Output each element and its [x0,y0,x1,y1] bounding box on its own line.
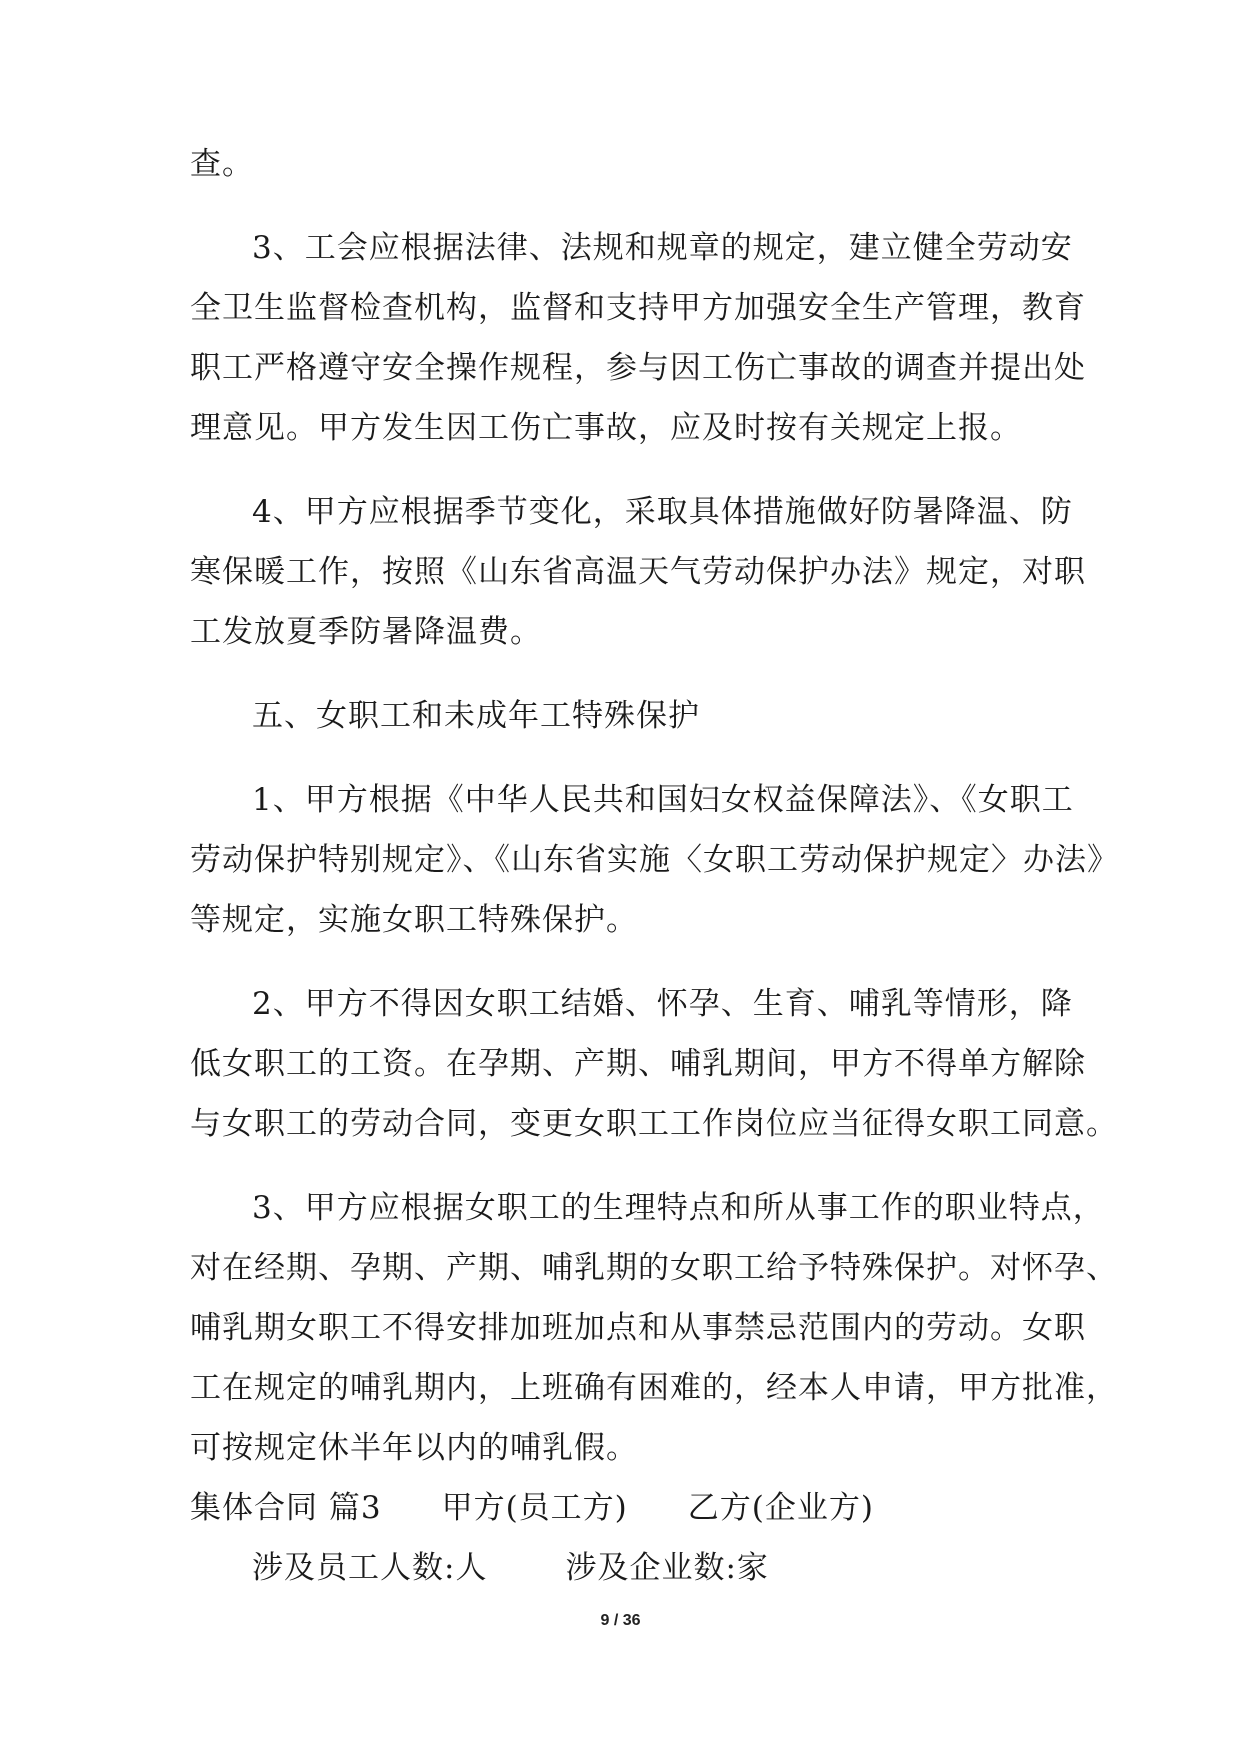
text-line: 低女职工的工资。在孕期、产期、哺乳期间，甲方不得单方解除 [190,1046,1086,1082]
text-line: 对在经期、孕期、产期、哺乳期的女职工给予特殊保护。对怀孕、 [190,1250,1118,1286]
text-line: 4、甲方应根据季节变化，采取具体措施做好防暑降温、防 [252,494,1073,530]
text-line: 与女职工的劳动合同，变更女职工工作岗位应当征得女职工同意。 [190,1106,1118,1142]
text-line: 劳动保护特别规定》、《山东省实施〈女职工劳动保护规定〉办法》 [190,842,1119,878]
text-line: 理意见。甲方发生因工伤亡事故，应及时按有关规定上报。 [190,410,1022,446]
text-line: 3、工会应根据法律、法规和规章的规定，建立健全劳动安 [252,230,1073,266]
text-line: 2、甲方不得因女职工结婚、怀孕、生育、哺乳等情形，降 [252,986,1073,1022]
paragraph-lines [190,134,1119,1478]
contract-scope [190,1538,1060,1598]
text-line: 1、甲方根据《中华人民共和国妇女权益保障法》、《女职工 [252,782,1074,818]
text-line: 五、女职工和未成年工特殊保护 [252,698,700,734]
text-line: 等规定，实施女职工特殊保护。 [190,902,638,938]
document-body [190,134,1119,1598]
text-line: 可按规定休半年以内的哺乳假。 [190,1430,638,1466]
text-line: 寒保暖工作，按照《山东省高温天气劳动保护办法》规定，对职 [190,554,1086,590]
text-line: 工在规定的哺乳期内，上班确有困难的，经本人申请，甲方批准， [190,1370,1118,1406]
text-line: 职工严格遵守安全操作规程，参与因工伤亡事故的调查并提出处 [190,350,1086,386]
text-line: 3、甲方应根据女职工的生理特点和所从事工作的职业特点， [252,1190,1105,1226]
employee-count-label: 涉及员工人数:人 [252,1550,488,1586]
party-b-label: 乙方(企业方) [687,1490,874,1526]
text-line: 工发放夏季防暑降温费。 [190,614,542,650]
contract-heading [190,1478,1060,1538]
enterprise-count-label: 涉及企业数:家 [565,1550,769,1586]
text-line: 全卫生监督检查机构，监督和支持甲方加强安全生产管理，教育 [190,290,1086,326]
text-line: 哺乳期女职工不得安排加班加点和从事禁忌范围内的劳动。女职 [190,1310,1086,1346]
page-number: 9 / 36 [600,1612,641,1629]
text-line: 查。 [190,146,254,182]
contract-title: 集体合同 篇3 [190,1490,382,1526]
party-a-label: 甲方(员工方) [441,1490,628,1526]
